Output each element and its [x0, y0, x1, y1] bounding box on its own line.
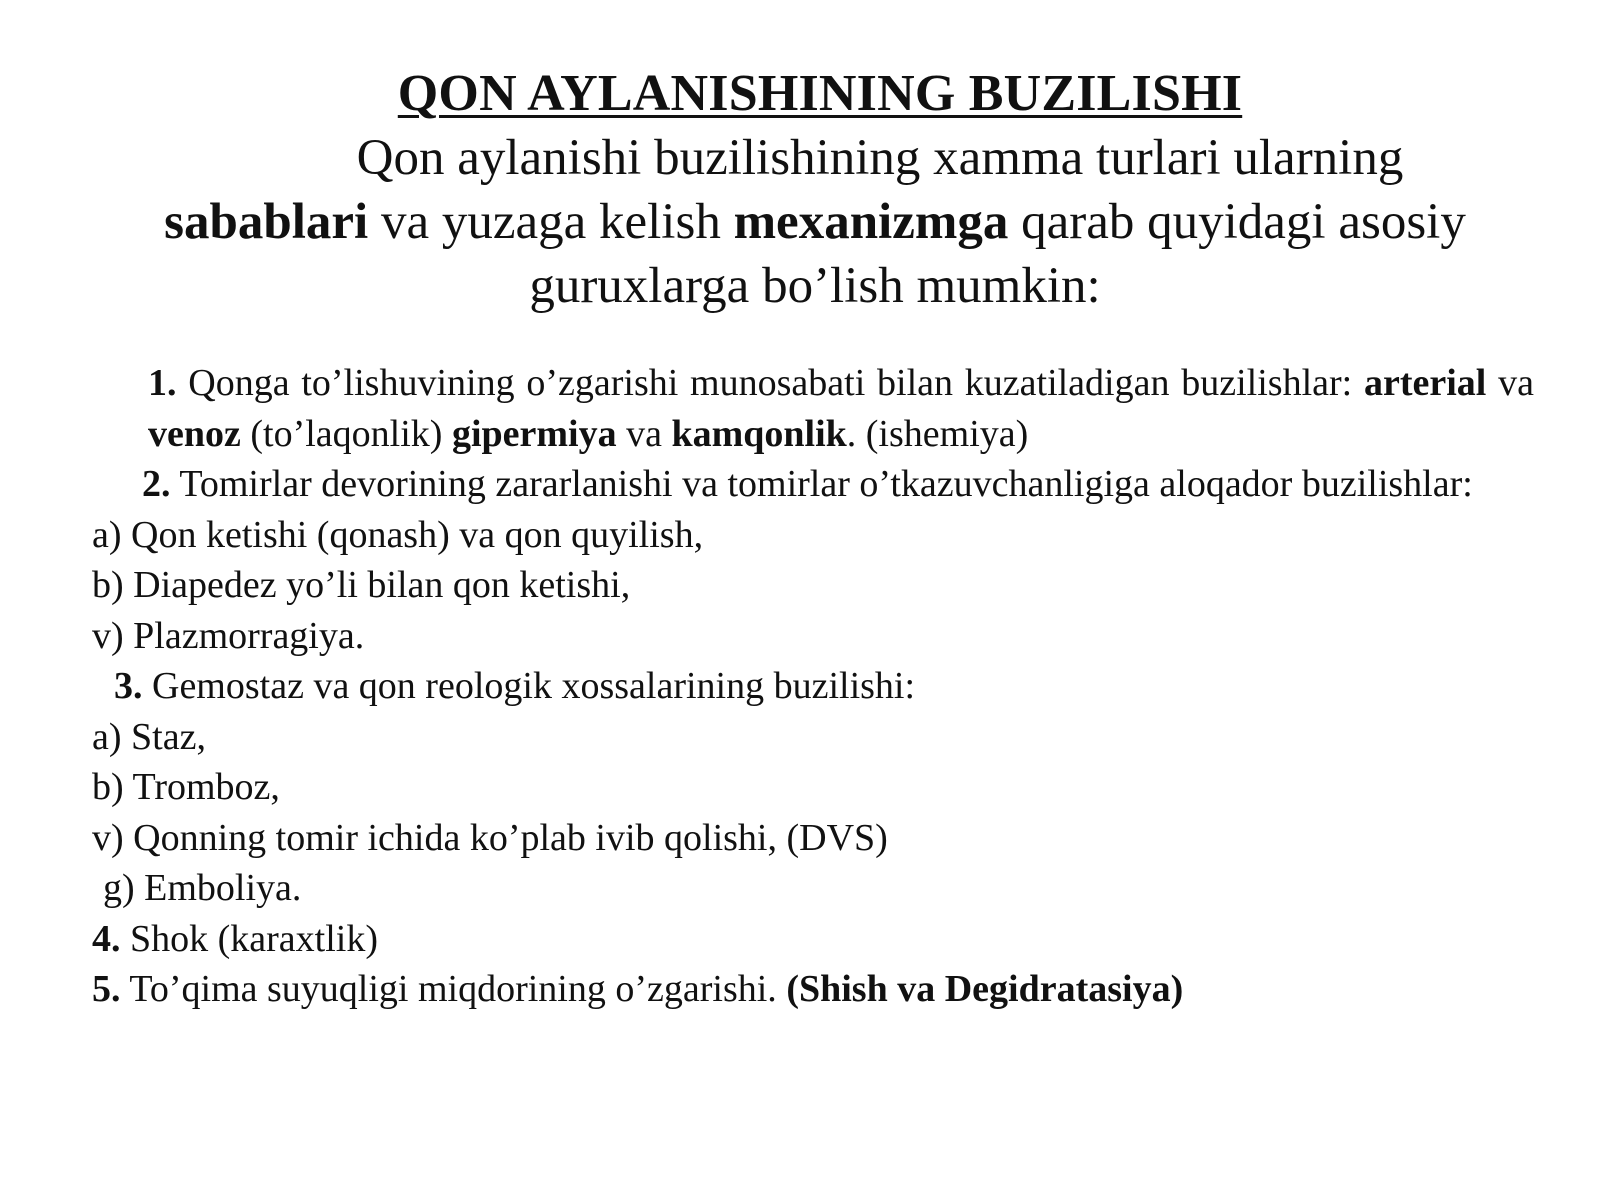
item-1-text: Qonga to’lishuvining o’zgarishi munosabati bilan kuzatiladigan buzilishlar:	[176, 362, 1364, 404]
item-1-text-2: va	[1486, 362, 1534, 404]
item-2-sub-b: b) Diapedez yo’li bilan qon ketishi,	[92, 564, 631, 606]
intro-text-1: Qon aylanishi buzilishining xamma turlari ularning	[356, 130, 1404, 186]
item-1-text-3: (to’laqonlik)	[240, 412, 452, 455]
item-3-number: 3.	[114, 665, 143, 707]
item-1-text-5: . (ishemiya)	[846, 412, 1029, 455]
slide-title: QON AYLANISHINING BUZILISHI	[397, 65, 1243, 122]
item-4-number: 4.	[92, 917, 121, 960]
item-2-number: 2.	[142, 463, 171, 505]
item-2-sub-v: v) Plazmorragiya.	[92, 614, 365, 657]
item-3-sub-g: g) Emboliya.	[103, 867, 302, 909]
intro-bold-sabablari: sabablari	[164, 194, 369, 250]
item-4-text: Shok (karaxtlik)	[120, 917, 379, 960]
intro-bold-mexanizmga: mexanizmga	[733, 194, 1009, 250]
item-5-number: 5.	[92, 968, 121, 1010]
item-1-bold-gipermiya: gipermiya	[451, 412, 617, 455]
item-1-bold-arterial: arterial	[1363, 362, 1487, 404]
item-5-bold: (Shish va Degidratasiya)	[786, 968, 1184, 1010]
intro-text-3: qarab quyidagi asosiy guruxlarga bo’lish mumkin:	[529, 194, 1466, 314]
item-3-sub-v: v) Qonning tomir ichida ko’plab ivib qolishi, (DVS)	[92, 816, 888, 859]
item-1-number: 1.	[148, 362, 177, 404]
intro-paragraph	[120, 126, 1510, 318]
content-list	[92, 358, 1534, 1015]
list-item-3	[92, 661, 1534, 712]
list-item-4	[92, 914, 1534, 965]
item-2-sub-a: a) Qon ketishi (qonash) va qon quyilish,	[92, 513, 704, 556]
item-3-sub-b: b) Tromboz,	[92, 766, 280, 808]
item-2-text: Tomirlar devorining zararlanishi va tomirlar o’tkazuvchanligiga aloqador buzilishlar:	[170, 463, 1473, 505]
list-item-1	[92, 358, 1534, 459]
item-1-bold-venoz: venoz	[148, 412, 241, 455]
item-5-text: To’qima suyuqligi miqdorining o’zgarishi.	[120, 968, 787, 1010]
item-1-bold-kamqonlik: kamqonlik	[671, 412, 847, 455]
item-3-sub-a: a) Staz,	[92, 715, 206, 758]
list-item-5	[92, 964, 1534, 1015]
intro-text-2: va yuzaga kelish	[368, 194, 734, 250]
list-item-2	[92, 459, 1534, 510]
item-3-text: Gemostaz va qon reologik xossalarining buzilishi:	[142, 665, 916, 707]
item-1-text-4: va	[616, 412, 672, 455]
